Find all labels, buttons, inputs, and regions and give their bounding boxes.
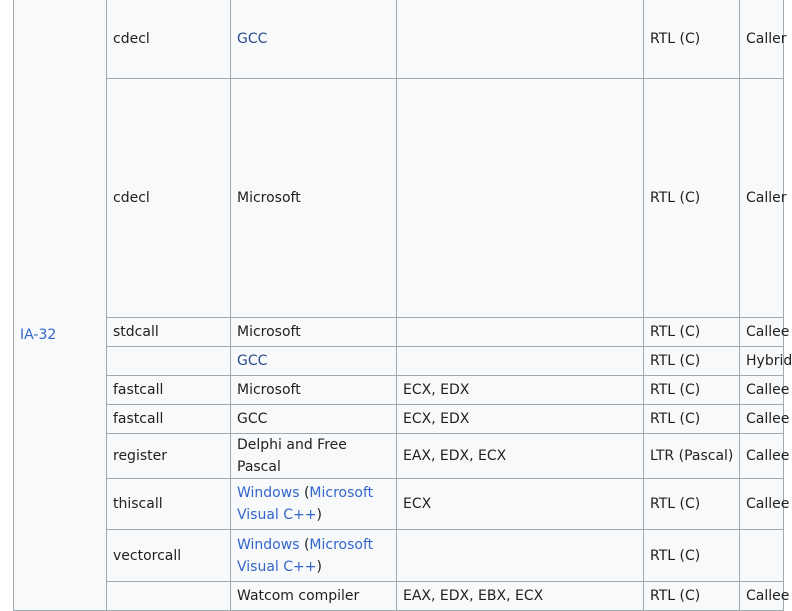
stack-cleanup-cell [740,530,784,582]
compiler-text: ) [316,507,322,523]
architecture-cell [14,0,107,611]
stack-cleanup-cell: Caller [740,79,784,318]
push-order-cell: RTL (C) [644,479,740,530]
compiler-cell [231,582,397,611]
convention-name-cell [107,582,231,611]
table-row [14,405,784,434]
compiler-text: ( [299,485,310,501]
compiler-cell [231,479,397,530]
push-order-cell: RTL (C) [644,347,740,376]
convention-name-cell: fastcall [107,405,231,434]
compiler-link[interactable]: Microsoft Visual C++ [237,536,374,575]
parameter-registers-cell: ECX, EDX [397,405,644,434]
stack-cleanup-cell: Callee [740,376,784,405]
compiler-text: Delphi and Free Pascal [237,437,347,475]
parameter-registers-cell: EAX, EDX, EBX, ECX [397,582,644,611]
compiler-link[interactable]: GCC [237,31,268,47]
parameter-registers-cell [397,530,644,582]
compiler-link[interactable]: GCC [237,353,268,369]
convention-name-cell: fastcall [107,376,231,405]
parameter-registers-cell [397,318,644,347]
compiler-link[interactable]: Microsoft Visual C++ [237,485,374,523]
stack-cleanup-cell: Callee [740,434,784,479]
table-row [14,582,784,611]
convention-name-cell: cdecl [107,79,231,318]
push-order-cell: RTL (C) [644,405,740,434]
parameter-registers-cell: EAX, EDX, ECX [397,434,644,479]
compiler-cell [231,405,397,434]
compiler-cell [231,318,397,347]
parameter-registers-cell: ECX [397,479,644,530]
table-row [14,434,784,479]
table-row [14,79,784,318]
convention-name-cell [107,347,231,376]
compiler-link[interactable]: Windows [237,485,300,501]
compiler-text: Microsoft [237,190,301,206]
compiler-cell [231,347,397,376]
compiler-cell [231,434,397,479]
compiler-link[interactable]: Windows [237,536,300,553]
convention-name-cell: thiscall [107,479,231,530]
compiler-text: Watcom compiler [237,588,360,604]
stack-cleanup-cell: Callee [740,582,784,611]
compiler-cell [231,79,397,318]
table-row [14,376,784,405]
table-row [14,0,784,79]
architecture-link[interactable]: IA-32 [20,327,57,343]
compiler-text: Microsoft [237,382,301,398]
compiler-cell [231,0,397,79]
table-row [14,347,784,376]
table-row [14,530,784,582]
push-order-cell: RTL (C) [644,318,740,347]
parameter-registers-cell [397,79,644,318]
calling-conventions-table [13,0,792,611]
compiler-text: ( [299,536,310,553]
compiler-text: GCC [237,411,268,427]
convention-name-cell: vectorcall [107,530,231,582]
stack-cleanup-cell: Callee [740,479,784,530]
convention-name-cell: cdecl [107,0,231,79]
table-body [14,0,792,611]
push-order-cell: RTL (C) [644,582,740,611]
push-order-cell: RTL (C) [644,79,740,318]
convention-name-cell: register [107,434,231,479]
parameter-registers-cell: ECX, EDX [397,376,644,405]
compiler-text: ) [316,558,322,575]
stack-cleanup-cell: Caller [740,0,784,79]
table-row [14,479,784,530]
compiler-cell [231,376,397,405]
parameter-registers-cell [397,347,644,376]
push-order-cell: LTR (Pascal) [644,434,740,479]
convention-name-cell: stdcall [107,318,231,347]
table-row [14,318,784,347]
push-order-cell: RTL (C) [644,376,740,405]
stack-cleanup-cell: Hybrid [740,347,784,376]
parameter-registers-cell [397,0,644,79]
stack-cleanup-cell: Callee [740,405,784,434]
compiler-cell [231,530,397,582]
stack-cleanup-cell: Callee [740,318,784,347]
push-order-cell: RTL (C) [644,0,740,79]
push-order-cell: RTL (C) [644,530,740,582]
compiler-text: Microsoft [237,324,301,340]
